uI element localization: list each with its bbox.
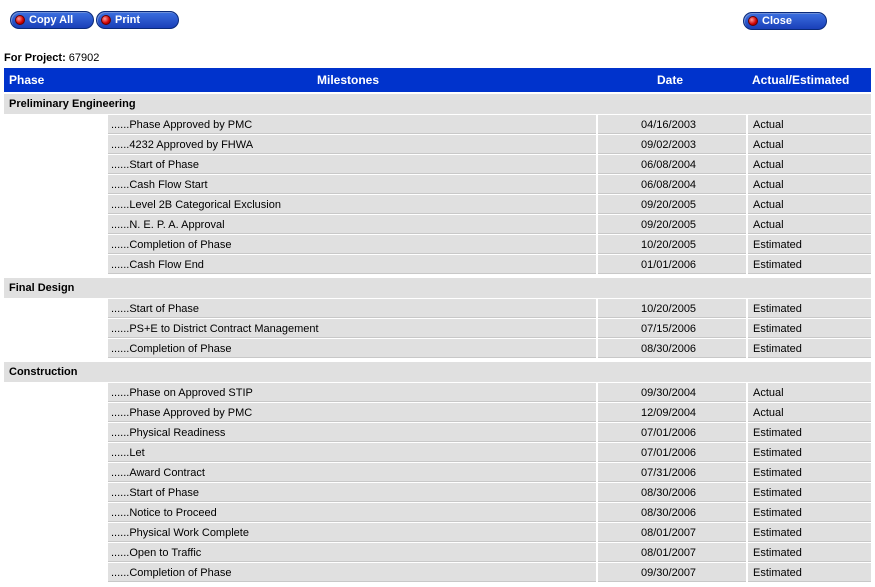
date-cell: 08/01/2007: [598, 523, 746, 542]
header-phase: Phase: [9, 73, 45, 87]
date-cell: 06/08/2004: [598, 155, 746, 174]
table-row: [4, 423, 871, 443]
table-row: [4, 255, 871, 275]
status-cell: Estimated: [748, 299, 871, 318]
status-cell: Estimated: [748, 423, 871, 442]
status-cell: Actual: [748, 175, 871, 194]
status-cell: Estimated: [748, 523, 871, 542]
status-cell: Estimated: [748, 543, 871, 562]
date-cell: 09/20/2005: [598, 195, 746, 214]
table-row: [4, 299, 871, 319]
milestone-cell: ......Open to Traffic: [108, 543, 596, 562]
copy-all-label: Copy All: [29, 14, 74, 26]
status-cell: Estimated: [748, 503, 871, 522]
status-cell: Actual: [748, 215, 871, 234]
milestone-cell: ......Cash Flow End: [108, 255, 596, 274]
date-cell: 07/15/2006: [598, 319, 746, 338]
milestone-cell: ......Phase Approved by PMC: [108, 403, 596, 422]
table-row: [4, 155, 871, 175]
status-cell: Actual: [748, 195, 871, 214]
date-cell: 08/30/2006: [598, 483, 746, 502]
status-cell: Estimated: [748, 483, 871, 502]
phase-group-header: Construction: [4, 362, 871, 382]
table-row: [4, 443, 871, 463]
milestone-cell: ......Physical Readiness: [108, 423, 596, 442]
date-cell: 10/20/2005: [598, 235, 746, 254]
status-cell: Estimated: [748, 563, 871, 582]
header-milestones: Milestones: [317, 73, 380, 87]
status-cell: Estimated: [748, 319, 871, 338]
status-cell: Actual: [748, 115, 871, 134]
milestone-cell: ......Completion of Phase: [108, 339, 596, 358]
date-cell: 07/01/2006: [598, 423, 746, 442]
milestone-cell: ......Cash Flow Start: [108, 175, 596, 194]
table-row: [4, 403, 871, 423]
table-row: [4, 523, 871, 543]
milestone-cell: ......Start of Phase: [108, 299, 596, 318]
status-cell: Actual: [748, 383, 871, 402]
milestone-cell: ......Completion of Phase: [108, 235, 596, 254]
table-row: [4, 563, 871, 583]
date-cell: 07/01/2006: [598, 443, 746, 462]
table-row: [4, 463, 871, 483]
milestone-cell: ......Award Contract: [108, 463, 596, 482]
table-row: [4, 115, 871, 135]
status-cell: Estimated: [748, 255, 871, 274]
date-cell: 08/30/2006: [598, 503, 746, 522]
copy-all-button[interactable]: [10, 11, 94, 29]
status-cell: Actual: [748, 135, 871, 154]
date-cell: 10/20/2005: [598, 299, 746, 318]
milestone-cell: ......Phase on Approved STIP: [108, 383, 596, 402]
milestone-cell: ......PS+E to District Contract Management: [108, 319, 596, 338]
milestone-cell: ......Start of Phase: [108, 155, 596, 174]
red-bullet-icon: [748, 16, 758, 26]
table-row: [4, 543, 871, 563]
table-row: [4, 483, 871, 503]
date-cell: 08/30/2006: [598, 339, 746, 358]
project-info: [4, 52, 99, 64]
table-header: [4, 68, 871, 92]
milestone-cell: ......Phase Approved by PMC: [108, 115, 596, 134]
table-row: [4, 235, 871, 255]
milestone-cell: ......Start of Phase: [108, 483, 596, 502]
date-cell: 08/01/2007: [598, 543, 746, 562]
header-date: Date: [657, 73, 684, 87]
project-number: 67902: [68, 52, 100, 64]
table-row: [4, 503, 871, 523]
red-bullet-icon: [15, 15, 25, 25]
milestone-cell: ......N. E. P. A. Approval: [108, 215, 596, 234]
date-cell: 06/08/2004: [598, 175, 746, 194]
date-cell: 09/30/2007: [598, 563, 746, 582]
table-row: [4, 383, 871, 403]
table-row: [4, 215, 871, 235]
milestone-table: [4, 94, 871, 583]
date-cell: 04/16/2003: [598, 115, 746, 134]
date-cell: 07/31/2006: [598, 463, 746, 482]
status-cell: Estimated: [748, 339, 871, 358]
close-button[interactable]: [743, 12, 827, 30]
status-cell: Estimated: [748, 235, 871, 254]
milestone-cell: ......Physical Work Complete: [108, 523, 596, 542]
status-cell: Estimated: [748, 463, 871, 482]
close-label: Close: [762, 15, 792, 27]
header-actual-estimated: Actual/Estimated: [752, 73, 850, 87]
table-row: [4, 339, 871, 359]
milestone-cell: ......4232 Approved by FHWA: [108, 135, 596, 154]
status-cell: Actual: [748, 403, 871, 422]
date-cell: 09/20/2005: [598, 215, 746, 234]
print-label: Print: [115, 14, 141, 26]
date-cell: 12/09/2004: [598, 403, 746, 422]
phase-group-header: Final Design: [4, 278, 871, 298]
milestone-cell: ......Level 2B Categorical Exclusion: [108, 195, 596, 214]
milestone-cell: ......Let: [108, 443, 596, 462]
table-row: [4, 195, 871, 215]
milestone-cell: ......Completion of Phase: [108, 563, 596, 582]
milestone-cell: ......Notice to Proceed: [108, 503, 596, 522]
status-cell: Estimated: [748, 443, 871, 462]
date-cell: 09/02/2003: [598, 135, 746, 154]
date-cell: 09/30/2004: [598, 383, 746, 402]
status-cell: Actual: [748, 155, 871, 174]
table-row: [4, 319, 871, 339]
date-cell: 01/01/2006: [598, 255, 746, 274]
table-row: [4, 135, 871, 155]
print-button[interactable]: [96, 11, 179, 29]
project-label: For Project:: [4, 52, 66, 64]
red-bullet-icon: [101, 15, 111, 25]
table-row: [4, 175, 871, 195]
phase-group-header: Preliminary Engineering: [4, 94, 871, 114]
